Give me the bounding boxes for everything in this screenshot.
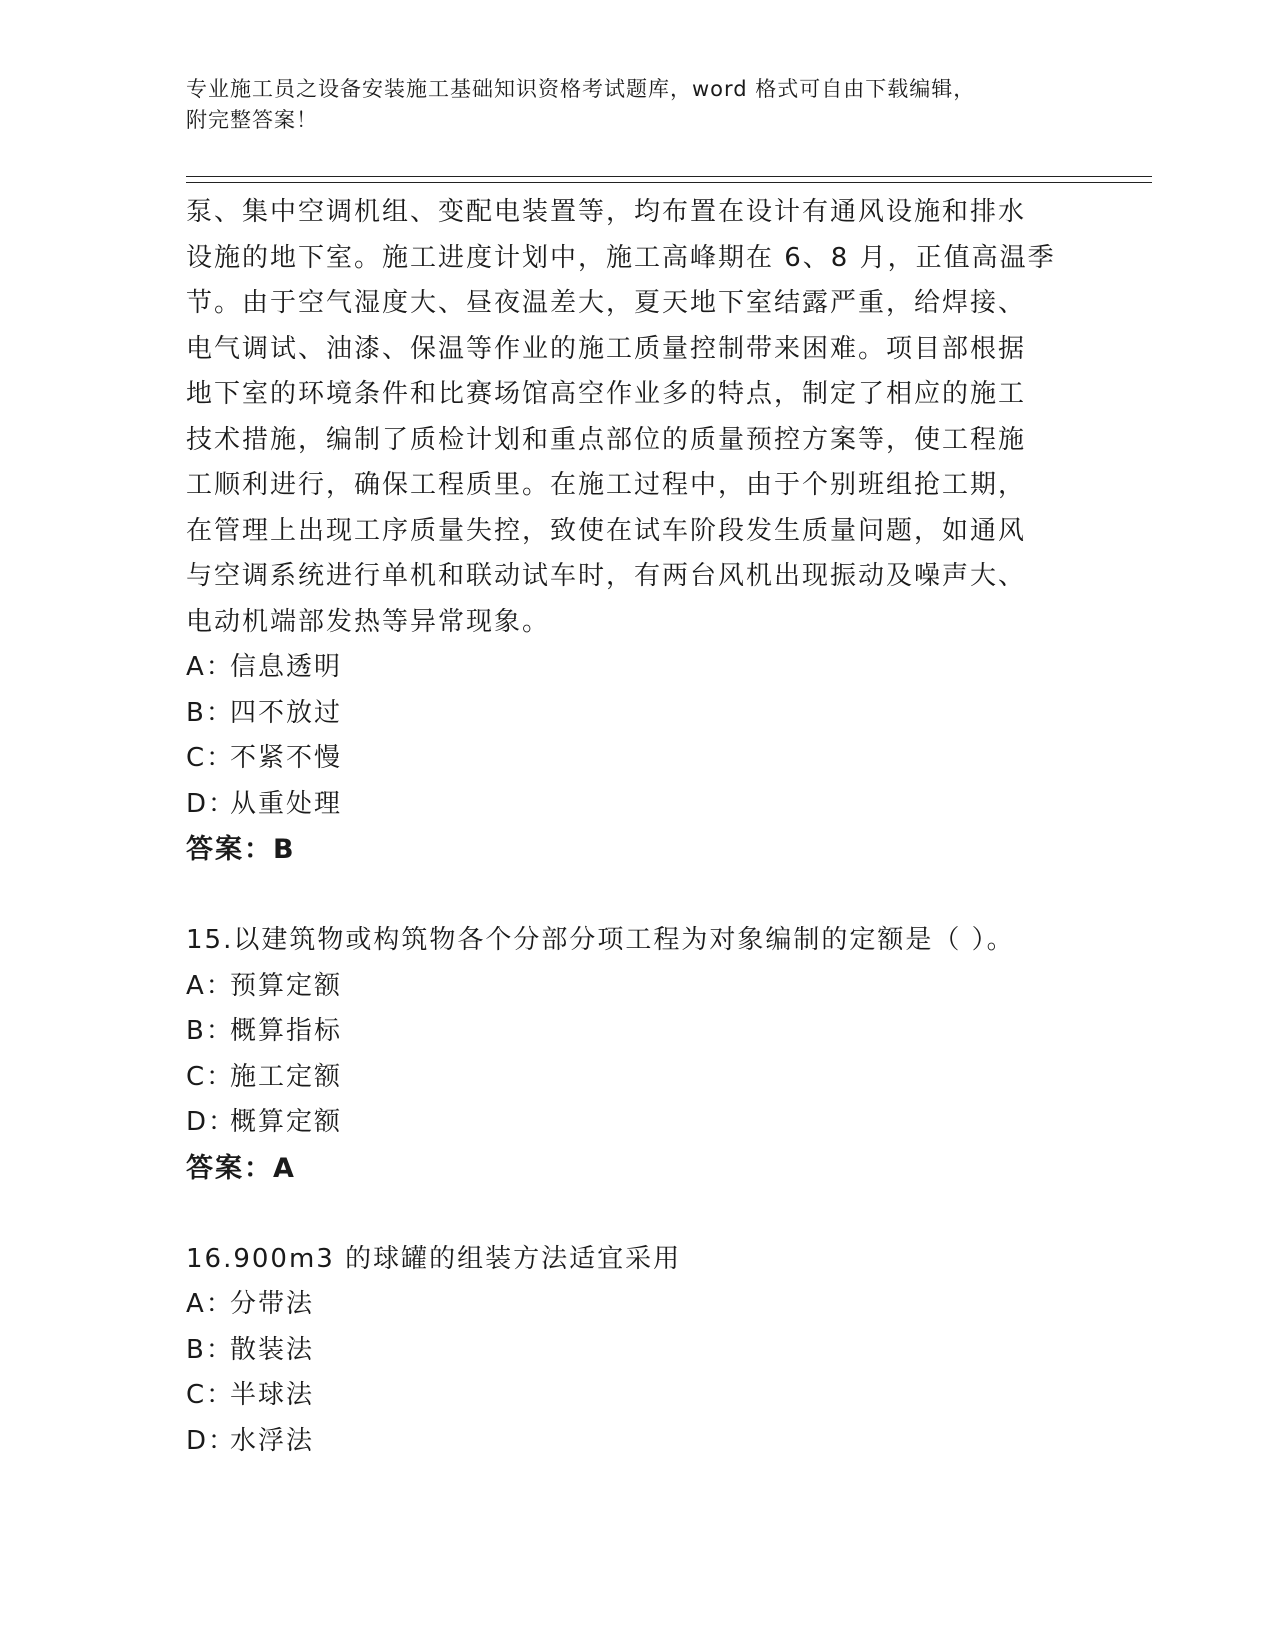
header-divider-bottom [186, 182, 1152, 183]
option-text: 半球法 [230, 1380, 315, 1410]
question-14-text-line: 技术措施，编制了质检计划和重点部位的质量预控方案等，使工程施 [186, 424, 1027, 455]
question-15-option-a [186, 964, 1086, 1010]
option-key: D： [186, 1425, 237, 1456]
question-15-option-c [186, 1055, 1086, 1101]
question-14-text-line: 节。由于空气湿度大、昼夜温差大，夏天地下室结露严重，给焊接、 [186, 288, 1027, 318]
option-key: C： [186, 1061, 235, 1092]
question-16-option-a [186, 1282, 1086, 1328]
question-16 [186, 1237, 1086, 1465]
question-16-text: 16.900m3 的球罐的组装方法适宜采用 [186, 1243, 682, 1274]
option-text: 不紧不慢 [230, 743, 343, 773]
option-key: D： [186, 1107, 237, 1137]
question-15-option-d [186, 1100, 1086, 1146]
question-14-text-line: 泵、集中空调机组、变配电装置等，均布置在设计有通风设施和排水 [186, 197, 1027, 227]
question-14-text-line: 电气调试、油漆、保温等作业的施工质量控制带来困难。项目部根据 [186, 333, 1027, 364]
question-16-option-c [186, 1373, 1086, 1419]
question-14 [186, 190, 1086, 873]
option-text: 四不放过 [230, 697, 343, 728]
document-body [186, 190, 1086, 1464]
option-key: C： [186, 743, 235, 773]
spacer [186, 873, 1086, 919]
question-14-text-line: 电动机端部发热等异常现象。 [186, 606, 551, 637]
question-14-answer: 答案：B [186, 834, 296, 865]
question-14-option-d [186, 782, 1086, 828]
option-text: 概算定额 [230, 1107, 343, 1137]
question-14-text-line: 在管理上出现工序质量失控，致使在试车阶段发生质量问题，如通风 [186, 515, 1027, 546]
option-text: 水浮法 [230, 1425, 315, 1456]
question-15 [186, 918, 1086, 1191]
question-16-option-d [186, 1419, 1086, 1465]
question-14-text-line: 工顺利进行，确保工程质里。在施工过程中，由于个别班组抢工期， [186, 470, 1027, 500]
option-key: B： [186, 1016, 234, 1046]
option-text: 施工定额 [230, 1061, 343, 1092]
header-line-1: 专业施工员之设备安装施工基础知识资格考试题库，word 格式可自由下载编辑， [186, 77, 976, 101]
header-line-2: 附完整答案！ [186, 108, 318, 132]
question-14-text-line: 设施的地下室。施工进度计划中，施工高峰期在 6、8 月，正值高温季 [186, 242, 1056, 273]
question-16-option-b [186, 1328, 1086, 1374]
question-14-text-line: 与空调系统进行单机和联动试车时，有两台风机出现振动及噪声大、 [186, 561, 1027, 591]
question-14-option-a [186, 645, 1086, 691]
option-key: D： [186, 788, 237, 819]
option-key: C： [186, 1380, 235, 1410]
spacer [186, 1191, 1086, 1237]
question-15-text: 15.以建筑物或构筑物各个分部分项工程为对象编制的定额是（ ）。 [186, 925, 1015, 955]
document-header [186, 74, 1086, 136]
option-text: 概算指标 [230, 1016, 343, 1046]
question-15-answer: 答案：A [186, 1152, 296, 1184]
option-key: B： [186, 1334, 234, 1365]
header-divider-top [186, 176, 1152, 177]
option-key: A： [186, 970, 234, 1001]
question-15-option-b [186, 1009, 1086, 1055]
question-14-option-b [186, 691, 1086, 737]
option-text: 信息透明 [230, 652, 343, 682]
option-text: 散装法 [230, 1334, 315, 1365]
option-text: 预算定额 [230, 970, 343, 1001]
option-text: 从重处理 [230, 788, 343, 819]
option-key: A： [186, 652, 234, 682]
option-text: 分带法 [230, 1289, 315, 1319]
option-key: A： [186, 1289, 234, 1319]
question-14-option-c [186, 736, 1086, 782]
question-14-text-line: 地下室的环境条件和比赛场馆高空作业多的特点，制定了相应的施工 [186, 379, 1027, 409]
option-key: B： [186, 697, 234, 728]
